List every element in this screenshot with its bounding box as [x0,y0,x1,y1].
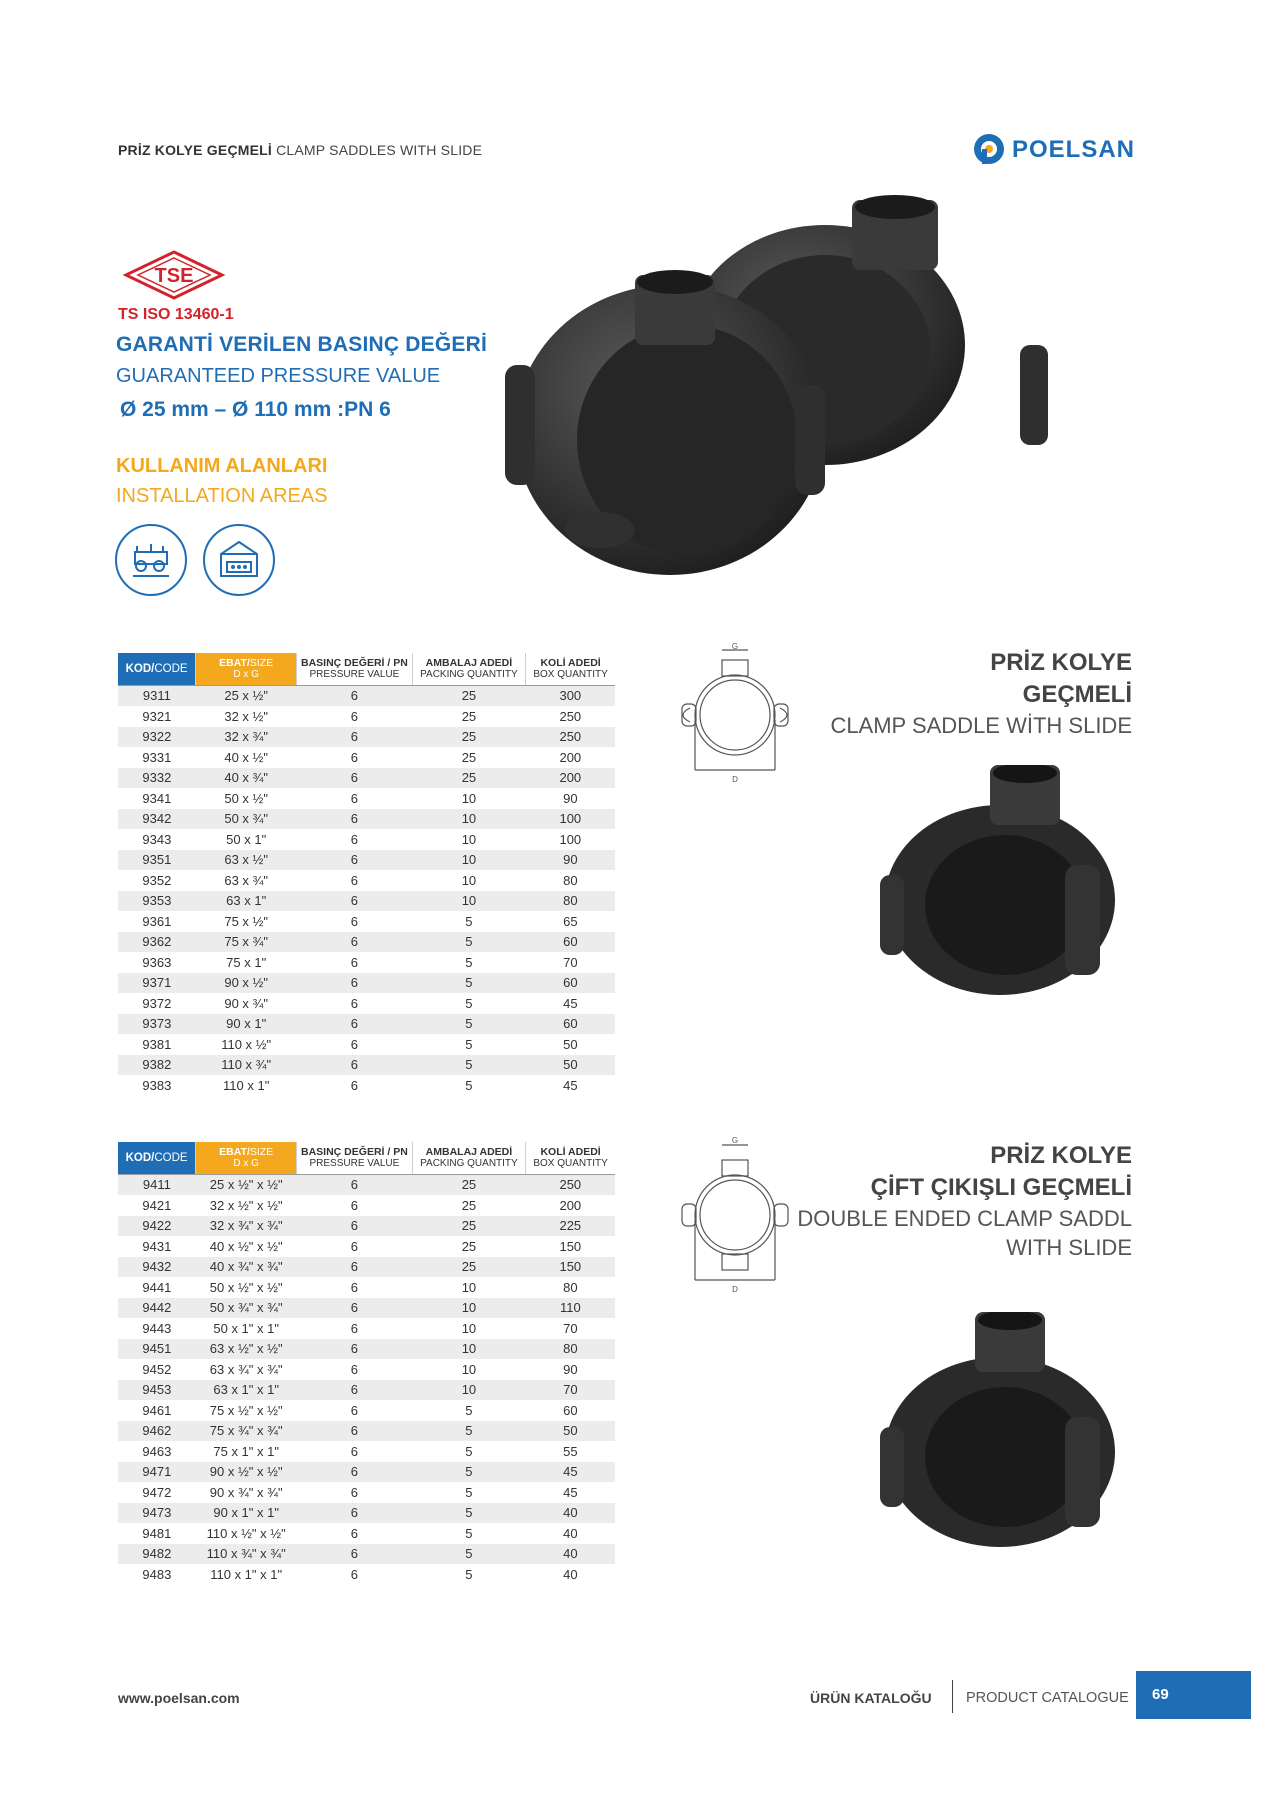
cell-packing: 5 [412,1055,525,1076]
cell-packing: 25 [412,1174,525,1195]
cell-pressure: 6 [297,768,413,789]
cell-code: 9473 [118,1503,196,1524]
cell-code: 9371 [118,973,196,994]
cell-box: 200 [526,747,615,768]
table-row [118,809,615,830]
cell-code: 9432 [118,1257,196,1278]
table-row [118,1055,615,1076]
cell-code: 9482 [118,1544,196,1565]
cell-size: 110 x 1" x 1" [196,1564,297,1585]
cell-box: 300 [526,685,615,706]
cell-code: 9431 [118,1236,196,1257]
table-row [118,1482,615,1503]
cell-box: 40 [526,1523,615,1544]
cell-packing: 5 [412,1400,525,1421]
table-row [118,1195,615,1216]
cell-box: 225 [526,1216,615,1237]
cell-size: 90 x 1" [196,1014,297,1035]
cell-code: 9381 [118,1034,196,1055]
cell-code: 9362 [118,932,196,953]
cell-packing: 5 [412,1523,525,1544]
cell-size: 63 x 1" [196,891,297,912]
cell-code: 9421 [118,1195,196,1216]
poelsan-logo [972,132,1142,166]
cell-pressure: 6 [297,1523,413,1544]
product-photo-main [495,195,1080,590]
cell-code: 9383 [118,1075,196,1096]
cell-pressure: 6 [297,1318,413,1339]
cell-box: 70 [526,952,615,973]
cell-packing: 5 [412,973,525,994]
table-row [118,1075,615,1096]
pressure-value: Ø 25 mm – Ø 110 mm :PN 6 [120,398,391,421]
table-row [118,993,615,1014]
cell-packing: 25 [412,727,525,748]
table-row [118,891,615,912]
cell-size: 32 x ¾" x ¾" [196,1216,297,1237]
cell-pressure: 6 [297,973,413,994]
cell-pressure: 6 [297,911,413,932]
table-row [118,788,615,809]
cell-pressure: 6 [297,1257,413,1278]
product1-technical-diagram [672,640,802,785]
table-row [118,1544,615,1565]
header-code: KOD/CODE [118,1142,196,1174]
cell-code: 9442 [118,1298,196,1319]
header-packing: AMBALAJ ADEDİ PACKING QUANTITY [412,1142,525,1174]
cell-size: 32 x ½" x ½" [196,1195,297,1216]
pressure-title-en: GUARANTEED PRESSURE VALUE [116,365,441,387]
cell-box: 55 [526,1441,615,1462]
catalogue-label-tr: ÜRÜN KATALOĞU [810,1690,932,1706]
cell-packing: 5 [412,993,525,1014]
table-row [118,911,615,932]
cell-pressure: 6 [297,850,413,871]
table-row [118,1034,615,1055]
table-row [118,1014,615,1035]
cell-packing: 5 [412,1462,525,1483]
cell-box: 45 [526,1462,615,1483]
usage-title-en: INSTALLATION AREAS [116,485,328,507]
table-row [118,685,615,706]
cell-packing: 10 [412,1339,525,1360]
cell-box: 200 [526,768,615,789]
cell-size: 63 x ¾" x ¾" [196,1359,297,1380]
cell-size: 40 x ½" x ½" [196,1236,297,1257]
product2-title-tr-1: PRİZ KOLYE [990,1142,1132,1169]
cell-box: 40 [526,1503,615,1524]
cell-pressure: 6 [297,1380,413,1401]
cell-code: 9452 [118,1359,196,1380]
cell-box: 70 [526,1380,615,1401]
cell-pressure: 6 [297,788,413,809]
product1-title-en: CLAMP SADDLE WİTH SLIDE [830,713,1132,738]
cell-box: 80 [526,1277,615,1298]
cell-size: 50 x 1" [196,829,297,850]
table-row [118,1503,615,1524]
cell-box: 60 [526,973,615,994]
cell-box: 50 [526,1055,615,1076]
cell-box: 60 [526,1014,615,1035]
cell-pressure: 6 [297,706,413,727]
header-pressure: BASINÇ DEĞERİ / PN PRESSURE VALUE [297,1142,413,1174]
cell-size: 50 x ½" [196,788,297,809]
product1-title-tr-2: GEÇMELİ [1022,681,1132,708]
table-row [118,932,615,953]
tse-mark-text: TSE [154,265,194,287]
cell-pressure: 6 [297,952,413,973]
cell-packing: 5 [412,1503,525,1524]
product2-title [797,1140,1132,1262]
cell-size: 32 x ½" [196,706,297,727]
table-row [118,1236,615,1257]
tse-certification-icon [122,250,226,300]
cell-code: 9311 [118,685,196,706]
cell-size: 32 x ¾" [196,727,297,748]
header-code: KOD/CODE [118,653,196,685]
cell-code: 9462 [118,1421,196,1442]
cell-size: 75 x ¾" [196,932,297,953]
cell-packing: 25 [412,747,525,768]
product1-spec-table [118,653,615,1096]
cell-size: 40 x ¾" [196,768,297,789]
cell-box: 80 [526,1339,615,1360]
cell-pressure: 6 [297,1400,413,1421]
cell-code: 9471 [118,1462,196,1483]
cell-box: 50 [526,1421,615,1442]
cell-pressure: 6 [297,1174,413,1195]
header-size: EBAT/SIZE D x G [196,653,297,685]
table-row [118,1462,615,1483]
cell-code: 9453 [118,1380,196,1401]
cell-size: 90 x ¾" [196,993,297,1014]
table-row [118,973,615,994]
cell-box: 80 [526,870,615,891]
product1-table-body [118,685,615,1096]
cell-size: 75 x 1" [196,952,297,973]
cell-pressure: 6 [297,1195,413,1216]
table-row [118,1380,615,1401]
cell-box: 110 [526,1298,615,1319]
header-box: KOLİ ADEDİ BOX QUANTITY [526,653,615,685]
product1-title-tr-1: PRİZ KOLYE [990,649,1132,676]
table-row [118,850,615,871]
cell-code: 9461 [118,1400,196,1421]
table-row [118,706,615,727]
cell-size: 63 x ½" x ½" [196,1339,297,1360]
product2-title-en-1: DOUBLE ENDED CLAMP SADDL [797,1206,1132,1231]
cell-code: 9372 [118,993,196,1014]
cell-code: 9422 [118,1216,196,1237]
cell-packing: 10 [412,829,525,850]
cell-code: 9363 [118,952,196,973]
cell-packing: 5 [412,1421,525,1442]
cell-code: 9342 [118,809,196,830]
brand-name: POELSAN [1012,136,1136,163]
product2-title-tr-2: ÇİFT ÇIKIŞLI GEÇMELİ [870,1174,1132,1201]
section-title-en: CLAMP SADDLES WITH SLIDE [276,142,483,158]
cell-packing: 5 [412,932,525,953]
cell-size: 75 x ½" [196,911,297,932]
cell-box: 90 [526,850,615,871]
product2-table-body [118,1174,615,1585]
cell-pressure: 6 [297,1421,413,1442]
cell-packing: 25 [412,768,525,789]
cell-pressure: 6 [297,685,413,706]
table-row [118,829,615,850]
cell-packing: 10 [412,850,525,871]
cell-size: 110 x 1" [196,1075,297,1096]
cell-size: 110 x ¾" [196,1055,297,1076]
cell-size: 50 x ¾" x ¾" [196,1298,297,1319]
table-row [118,1174,615,1195]
cell-box: 50 [526,1034,615,1055]
table-row [118,1400,615,1421]
cell-box: 65 [526,911,615,932]
cell-pressure: 6 [297,1462,413,1483]
catalogue-label-en: PRODUCT CATALOGUE [966,1690,1129,1706]
diagram2-label-g: G [731,1136,739,1145]
cell-code: 9483 [118,1564,196,1585]
table-row [118,727,615,748]
cell-packing: 5 [412,1441,525,1462]
footer-divider [952,1680,953,1713]
table-row [118,1216,615,1237]
poelsan-logo-icon [972,132,1006,166]
cell-code: 9443 [118,1318,196,1339]
cell-packing: 25 [412,685,525,706]
cell-packing: 10 [412,891,525,912]
section-title-tr: PRİZ KOLYE GEÇMELİ [118,142,272,158]
cell-packing: 5 [412,1544,525,1565]
cell-size: 40 x ½" [196,747,297,768]
cell-code: 9353 [118,891,196,912]
cell-size: 90 x 1" x 1" [196,1503,297,1524]
cell-code: 9463 [118,1441,196,1462]
cell-packing: 5 [412,1014,525,1035]
cell-size: 25 x ½" x ½" [196,1174,297,1195]
cell-code: 9332 [118,768,196,789]
product2-title-en-2: WITH SLIDE [1006,1235,1132,1260]
cell-packing: 10 [412,870,525,891]
table-row [118,1318,615,1339]
cell-packing: 5 [412,1075,525,1096]
cell-packing: 25 [412,1236,525,1257]
cell-code: 9343 [118,829,196,850]
cell-size: 40 x ¾" x ¾" [196,1257,297,1278]
cell-code: 9341 [118,788,196,809]
cell-pressure: 6 [297,891,413,912]
table-row [118,870,615,891]
cell-packing: 10 [412,1380,525,1401]
cell-box: 60 [526,1400,615,1421]
page-number: 69 [1152,1686,1169,1703]
cell-size: 75 x ¾" x ¾" [196,1421,297,1442]
table-row [118,1421,615,1442]
cell-size: 110 x ½" x ½" [196,1523,297,1544]
cell-size: 90 x ½" [196,973,297,994]
cell-pressure: 6 [297,1014,413,1035]
product2-photo [880,1312,1140,1552]
cell-pressure: 6 [297,1055,413,1076]
greenhouse-icon [203,524,275,596]
cell-pressure: 6 [297,1564,413,1585]
cell-size: 75 x ½" x ½" [196,1400,297,1421]
cell-code: 9451 [118,1339,196,1360]
cell-size: 63 x ½" [196,850,297,871]
cell-box: 200 [526,1195,615,1216]
cell-size: 25 x ½" [196,685,297,706]
cell-code: 9322 [118,727,196,748]
cell-pressure: 6 [297,1216,413,1237]
cell-code: 9351 [118,850,196,871]
table-row [118,768,615,789]
cell-code: 9373 [118,1014,196,1035]
diagram2-label-d: D [732,1285,738,1294]
cell-pressure: 6 [297,1441,413,1462]
cell-pressure: 6 [297,1034,413,1055]
cell-packing: 5 [412,952,525,973]
cell-code: 9481 [118,1523,196,1544]
cell-pressure: 6 [297,1298,413,1319]
table-row [118,1339,615,1360]
cell-code: 9352 [118,870,196,891]
product2-spec-table [118,1142,615,1585]
header-pressure: BASINÇ DEĞERİ / PN PRESSURE VALUE [297,653,413,685]
cell-code: 9321 [118,706,196,727]
cell-pressure: 6 [297,1482,413,1503]
cell-box: 250 [526,1174,615,1195]
cell-pressure: 6 [297,727,413,748]
header-box: KOLİ ADEDİ BOX QUANTITY [526,1142,615,1174]
cell-packing: 25 [412,1195,525,1216]
diagram1-label-g: G [731,642,739,651]
agriculture-irrigation-icon [115,524,187,596]
cell-box: 45 [526,993,615,1014]
header-packing: AMBALAJ ADEDİ PACKING QUANTITY [412,653,525,685]
table-row [118,1277,615,1298]
cell-box: 250 [526,706,615,727]
cell-code: 9361 [118,911,196,932]
cell-pressure: 6 [297,1544,413,1565]
cell-code: 9411 [118,1174,196,1195]
cell-packing: 25 [412,1216,525,1237]
cell-code: 9472 [118,1482,196,1503]
table-row [118,952,615,973]
usage-title-tr: KULLANIM ALANLARI [116,455,328,477]
header-size: EBAT/SIZE D x G [196,1142,297,1174]
cell-packing: 5 [412,1564,525,1585]
cell-pressure: 6 [297,809,413,830]
table-row [118,1523,615,1544]
cell-box: 70 [526,1318,615,1339]
cell-box: 90 [526,1359,615,1380]
cell-packing: 5 [412,1482,525,1503]
cell-pressure: 6 [297,932,413,953]
cell-pressure: 6 [297,829,413,850]
cell-pressure: 6 [297,1503,413,1524]
cell-packing: 10 [412,809,525,830]
table-row [118,1257,615,1278]
cell-pressure: 6 [297,1339,413,1360]
cell-pressure: 6 [297,870,413,891]
cell-pressure: 6 [297,1075,413,1096]
cell-box: 250 [526,727,615,748]
pressure-title-tr: GARANTİ VERİLEN BASINÇ DEĞERİ [116,333,487,356]
cell-packing: 10 [412,1359,525,1380]
cell-box: 90 [526,788,615,809]
cell-box: 40 [526,1564,615,1585]
cell-size: 90 x ½" x ½" [196,1462,297,1483]
cell-size: 110 x ¾" x ¾" [196,1544,297,1565]
cell-packing: 5 [412,1034,525,1055]
cell-packing: 10 [412,1298,525,1319]
table-row [118,1359,615,1380]
cell-size: 90 x ¾" x ¾" [196,1482,297,1503]
cell-code: 9382 [118,1055,196,1076]
cell-size: 63 x 1" x 1" [196,1380,297,1401]
table-row [118,1564,615,1585]
cell-pressure: 6 [297,1236,413,1257]
cell-box: 150 [526,1236,615,1257]
product1-photo [880,765,1140,1000]
table-row [118,1441,615,1462]
cell-box: 40 [526,1544,615,1565]
cell-pressure: 6 [297,1359,413,1380]
table-row [118,747,615,768]
cell-packing: 10 [412,1277,525,1298]
cell-size: 50 x ½" x ½" [196,1277,297,1298]
cell-pressure: 6 [297,1277,413,1298]
cell-code: 9331 [118,747,196,768]
cell-size: 63 x ¾" [196,870,297,891]
cell-box: 80 [526,891,615,912]
cell-packing: 25 [412,1257,525,1278]
cell-size: 50 x 1" x 1" [196,1318,297,1339]
cell-box: 45 [526,1482,615,1503]
cell-size: 75 x 1" x 1" [196,1441,297,1462]
cell-pressure: 6 [297,747,413,768]
cell-box: 60 [526,932,615,953]
cell-packing: 5 [412,911,525,932]
diagram1-label-d: D [732,775,738,784]
cell-size: 50 x ¾" [196,809,297,830]
cell-packing: 10 [412,1318,525,1339]
product2-technical-diagram [672,1130,802,1295]
website-url[interactable]: www.poelsan.com [118,1690,240,1706]
product1-title [830,647,1132,740]
table-row [118,1298,615,1319]
cell-box: 150 [526,1257,615,1278]
cell-pressure: 6 [297,993,413,1014]
iso-standard: TS ISO 13460-1 [118,306,234,323]
cell-box: 100 [526,829,615,850]
page-header [118,142,482,158]
cell-packing: 10 [412,788,525,809]
cell-packing: 25 [412,706,525,727]
cell-box: 45 [526,1075,615,1096]
cell-code: 9441 [118,1277,196,1298]
cell-box: 100 [526,809,615,830]
cell-size: 110 x ½" [196,1034,297,1055]
